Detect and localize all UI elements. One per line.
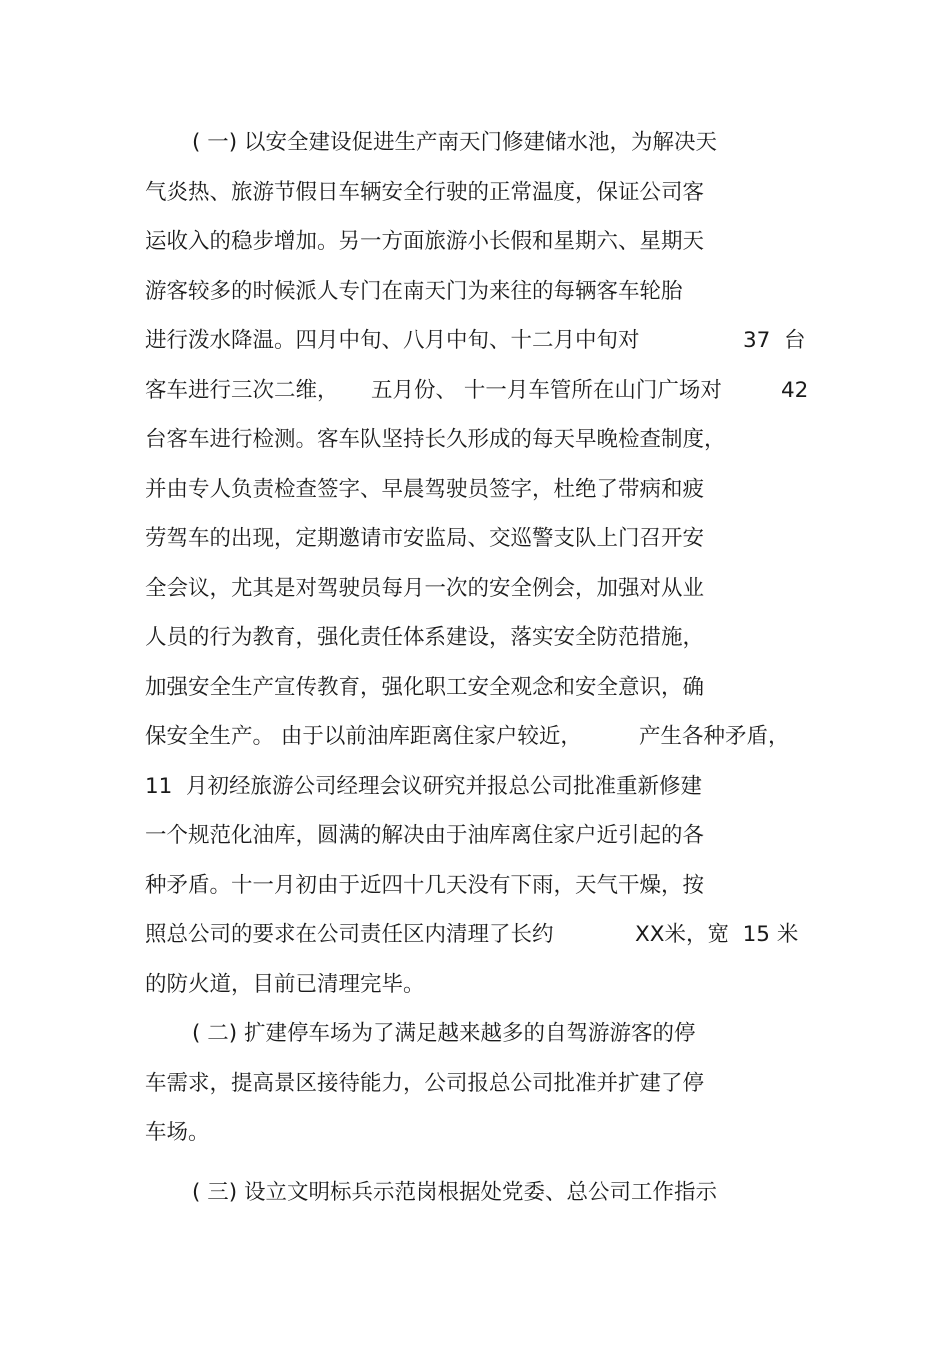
paragraph-3-line-1: ( 三) 设立文明标兵示范岗根据处党委、总公司工作指示 (192, 1180, 717, 1205)
paragraph-2-line-2: 车需求，提高景区接待能力，公司报总公司批准并扩建了停 (145, 1071, 705, 1096)
paragraph-1-line-12: 加强安全生产宣传教育，强化职工安全观念和安全意识，确 (145, 675, 705, 700)
line-text: 客车进行三次二维， (145, 378, 339, 403)
paragraph-1-line-6 (145, 376, 815, 406)
line-text: 进行泼水降温。四月中旬、八月中旬、十二月中旬对 (145, 328, 640, 353)
line-text: 保安全生产。 由于以前油库距离住家户较近， (145, 724, 582, 749)
line-text-middle: 五月份、 十一月车管所在山门广场对 (371, 378, 722, 403)
paragraph-1-line-3: 运收入的稳步增加。另一方面旅游小长假和星期六、星期天 (145, 229, 705, 254)
paragraph-1-line-2: 气炎热、旅游节假日车辆安全行驶的正常温度，保证公司客 (145, 180, 705, 205)
paragraph-1-line-18: 的防火道，目前已清理完毕。 (145, 972, 425, 997)
paragraph-1-line-8: 并由专人负责检查签字、早晨驾驶员签字，杜绝了带病和疲 (145, 477, 705, 502)
paragraph-1-line-16: 种矛盾。十一月初由于近四十几天没有下雨，天气干燥，按 (145, 873, 705, 898)
line-text: 照总公司的要求在公司责任区内清理了长约 (145, 922, 554, 947)
paragraph-1-line-13 (145, 722, 815, 752)
paragraph-1-line-17 (145, 920, 815, 950)
line-number-37: 37 台 (743, 328, 806, 353)
paragraph-1-line-7: 台客车进行检测。客车队坚持长久形成的每天早晚检查制度， (145, 427, 726, 452)
line-text-end: XX米，宽 15 米 (635, 922, 799, 947)
paragraph-2-line-1: ( 二) 扩建停车场为了满足越来越多的自驾游游客的停 (192, 1021, 696, 1046)
paragraph-1-line-5 (145, 326, 815, 356)
paragraph-1-line-9: 劳驾车的出现，定期邀请市安监局、交巡警支队上门召开安 (145, 526, 705, 551)
paragraph-2-line-3: 车场。 (145, 1120, 210, 1145)
line-text-end: 产生各种矛盾， (639, 724, 790, 749)
paragraph-1-line-10: 全会议，尤其是对驾驶员每月一次的安全例会，加强对从业 (145, 576, 705, 601)
paragraph-1-line-14: 11 月初经旅游公司经理会议研究并报总公司批准重新修建 (145, 774, 703, 799)
paragraph-1-line-1: ( 一) 以安全建设促进生产南天门修建储水池，为解决天 (192, 130, 717, 155)
paragraph-1-line-4: 游客较多的时候派人专门在南天门为来往的每辆客车轮胎 (145, 279, 683, 304)
line-number-42: 42 (781, 378, 809, 403)
paragraph-1-line-11: 人员的行为教育，强化责任体系建设，落实安全防范措施， (145, 625, 705, 650)
paragraph-1-line-15: 一个规范化油库，圆满的解决由于油库离住家户近引起的各 (145, 823, 705, 848)
